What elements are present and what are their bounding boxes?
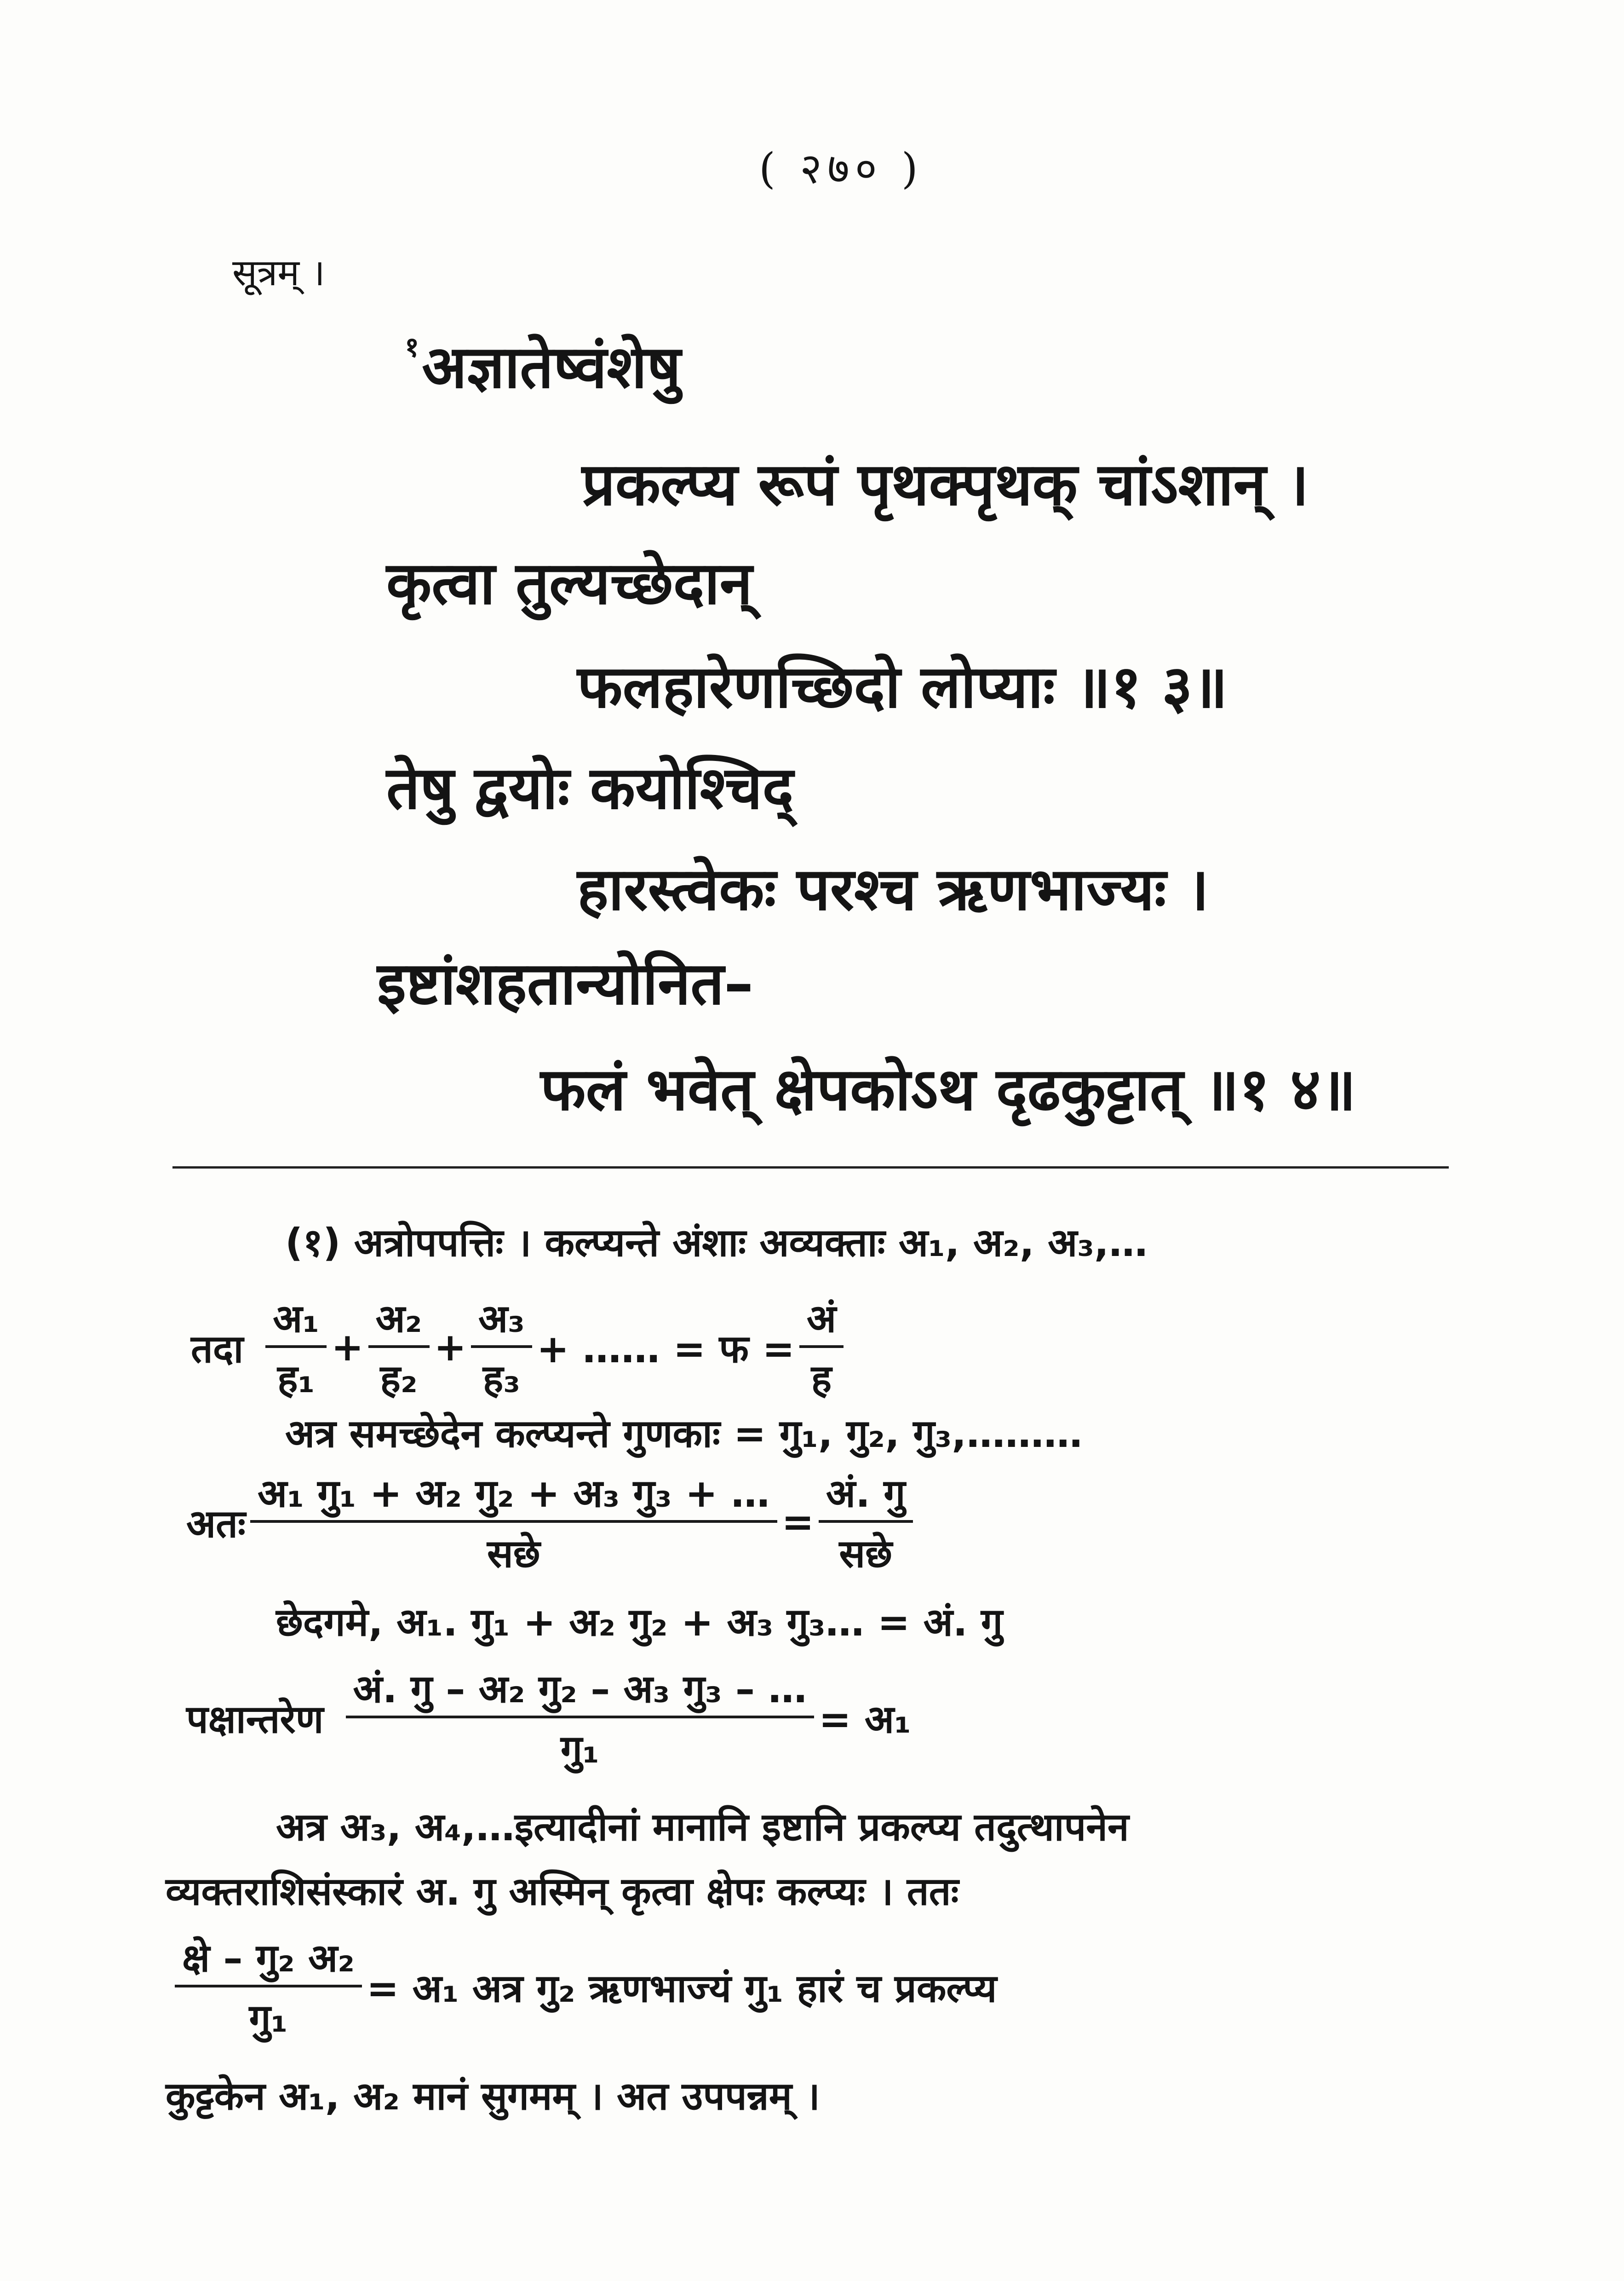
eq1-plus-2: + — [434, 1325, 466, 1370]
verse-line-8: फलं भवेत् क्षेपकोऽथ दृढकुट्टात् ॥१ ४॥ — [540, 1055, 1356, 1124]
footnote-line-3: छेदगमे, अ₁. गु₁ + अ₂ गु₂ + अ₃ गु₃… = अं. गु — [276, 1600, 1003, 1645]
footnote-line-4: अत्र अ₃, अ₄,…इत्यादीनां मानानि इष्टानि प्रकल्प्य तदुत्थापनेन — [276, 1804, 1129, 1849]
sutram-heading: सूत्रम् । — [232, 251, 325, 294]
eq1-plus-1: + — [331, 1325, 364, 1370]
eq1-fraction-3: $\frac{\text{अ₃}}{\text{ह₃}}$ — [471, 1290, 532, 1404]
eq1-lead: तदा — [191, 1326, 244, 1371]
verse-line-7: इष्टांशहतान्योनित– — [377, 950, 754, 1018]
eq4-tail: = अ₁ अत्र गु₂ ऋणभाज्यं गु₁ हारं च प्रकल्प्य — [367, 1965, 997, 2011]
verse-line-6: हारस्त्वेकः परश्च ऋणभाज्यः । — [577, 855, 1209, 924]
eq1-fraction-1: $\frac{\text{अ₁}}{\text{ह₁}}$ — [265, 1290, 327, 1404]
equation-3 — [186, 1661, 911, 1774]
footnote-line-5: व्यक्तराशिसंस्कारं अ. गु अस्मिन् कृत्वा क्षेपः कल्प्यः । ततः — [166, 1869, 959, 1914]
eq2-result-fraction: $\frac{\text{अं. गु}}{\text{सछे}}$ — [819, 1465, 913, 1578]
page-number: ( २७० ) — [759, 144, 924, 193]
equation-1 — [191, 1290, 848, 1404]
verse-line-1 — [405, 324, 681, 405]
equation-4 — [170, 1930, 997, 2043]
verse-line-1-text: अज्ञातेष्वंशेषु — [422, 333, 681, 402]
eq4-fraction: $\frac{\text{क्षे – गु₂ अ₂}}{\text{गु₁}}$ — [175, 1930, 362, 2043]
verse-line-2: प्रकल्प्य रूपं पृथक्पृथक् चांऽशान् । — [582, 450, 1309, 519]
eq2-equals: = — [781, 1499, 814, 1544]
eq1-result-fraction: $\frac{\text{अं}}{\text{ह}}$ — [799, 1290, 844, 1404]
equation-2 — [186, 1465, 918, 1578]
eq1-tail: + …… = फ = — [536, 1326, 795, 1371]
eq1-fraction-2: $\frac{\text{अ₂}}{\text{ह₂}}$ — [368, 1290, 430, 1404]
eq3-fraction: $\frac{\text{अं. गु – अ₂ गु₂ – अ₃ गु₃ – …}}{\text{गु₁}}$ — [346, 1661, 815, 1774]
eq3-tail: = अ₁ — [819, 1696, 911, 1742]
verse-line-3: कृत्वा तुल्यच्छेदान् — [386, 549, 752, 618]
footnote-marker: १ — [405, 331, 419, 363]
footnote-divider — [172, 1166, 1449, 1169]
eq2-lead: अतः — [186, 1501, 246, 1546]
eq3-lead: पक्षान्तरेण — [186, 1696, 324, 1742]
verse-line-4: फलहारेणच्छिदो लोप्याः ॥१ ३॥ — [577, 653, 1228, 721]
verse-line-5: तेषु द्वयोः कयोश्चिद् — [386, 754, 794, 823]
eq2-fraction: $\frac{\text{अ₁ गु₁ + अ₂ गु₂ + अ₃ गु₃ + …}}{\text{सछे}}$ — [250, 1465, 777, 1578]
footnote-line-6: कुट्टकेन अ₁, अ₂ मानं सुगमम् । अत उपपन्नम् । — [166, 2074, 820, 2119]
footnote-intro: (१) अत्रोपपत्तिः । कल्प्यन्ते अंशाः अव्यक्ताः अ₁, अ₂, अ₃,… — [285, 1220, 1148, 1265]
footnote-line-2: अत्र समच्छेदेन कल्प्यन्ते गुणकाः = गु₁, गु₂, गु₃,……… — [285, 1411, 1083, 1456]
